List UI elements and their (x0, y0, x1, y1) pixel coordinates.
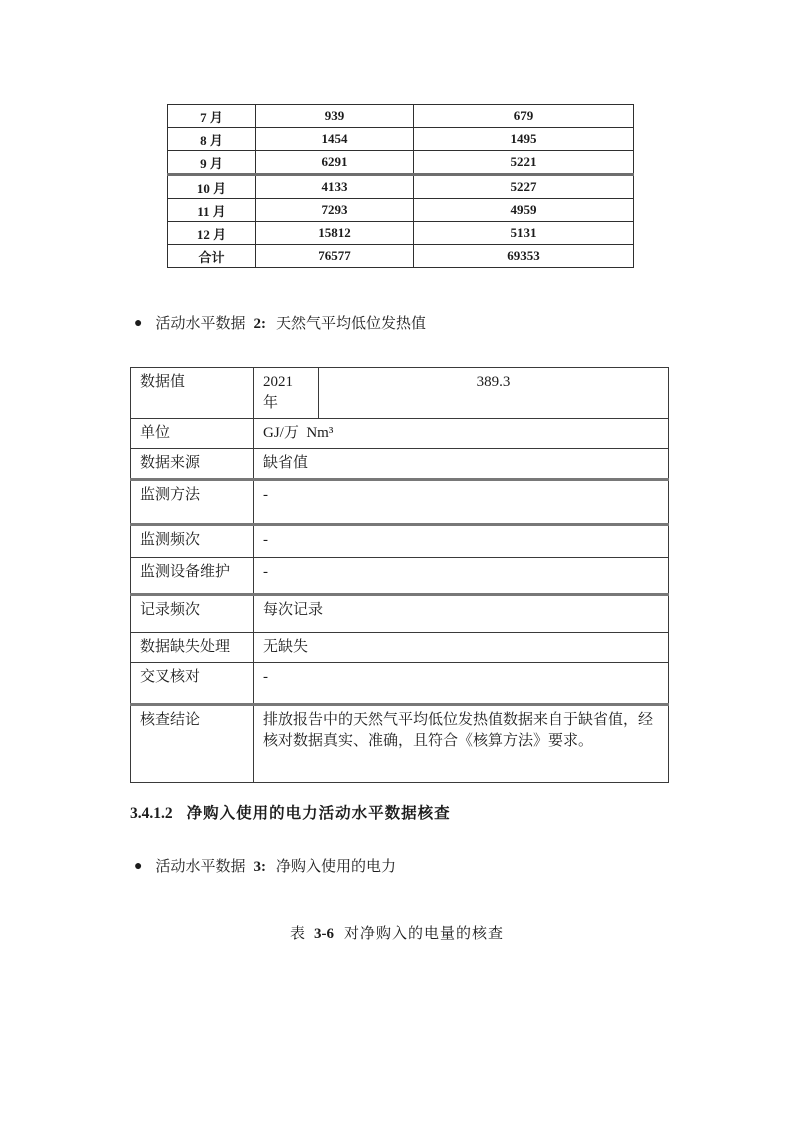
row-label: 监测设备维护 (131, 558, 254, 595)
value-cell: 5221 (414, 151, 634, 175)
row-value: - (254, 525, 669, 558)
section-heading (130, 803, 451, 825)
table-row (131, 525, 669, 558)
table-row (131, 663, 669, 705)
table-row (131, 368, 669, 419)
table-row (168, 128, 634, 151)
caption-text: 对净购入的电量的核查 (344, 926, 505, 942)
row-label: 数据值 (131, 368, 254, 419)
year-cell: 2021 年 (254, 368, 319, 419)
bullet-prefix: 活动水平数据 (155, 859, 246, 875)
row-label: 交叉核对 (131, 663, 254, 705)
row-value: - (254, 480, 669, 525)
bullet-text: 净购入使用的电力 (275, 859, 396, 875)
value-cell: 939 (256, 105, 414, 128)
row-label: 记录频次 (131, 595, 254, 633)
section-title: 净购入使用的电力活动水平数据核查 (186, 805, 451, 822)
month-cell: 8 月 (168, 128, 256, 151)
table-row (131, 449, 669, 480)
table-row (168, 151, 634, 175)
table-row (168, 199, 634, 222)
row-label: 监测方法 (131, 480, 254, 525)
value-cell: 4133 (256, 175, 414, 199)
row-value: 排放报告中的天然气平均低位发热值数据来自于缺省值，经核对数据真实、准确，且符合《核算方法》要求。 (254, 705, 669, 783)
activity-data-3-bullet (134, 857, 396, 877)
caption-number: 3-6 (314, 926, 334, 942)
bullet-number: 3: (253, 859, 266, 875)
value-cell: 6291 (256, 151, 414, 175)
bullet-text: 天然气平均低位发热值 (275, 316, 426, 332)
table-row (131, 633, 669, 663)
value-cell: 1454 (256, 128, 414, 151)
section-number: 3.4.1.2 (130, 805, 173, 822)
month-cell: 11 月 (168, 199, 256, 222)
row-label: 核查结论 (131, 705, 254, 783)
table-row (131, 558, 669, 595)
month-cell: 10 月 (168, 175, 256, 199)
row-value: GJ/万 Nm³ (254, 419, 669, 449)
value-cell: 4959 (414, 199, 634, 222)
data-value-cell: 389.3 (319, 368, 669, 419)
bullet-prefix: 活动水平数据 (155, 316, 246, 332)
value-cell: 679 (414, 105, 634, 128)
table-row (168, 175, 634, 199)
month-cell: 合计 (168, 245, 256, 268)
table-row (131, 705, 669, 783)
row-value: 无缺失 (254, 633, 669, 663)
table-row (168, 222, 634, 245)
month-cell: 12 月 (168, 222, 256, 245)
verification-table (130, 367, 669, 783)
table-row (131, 480, 669, 525)
row-label: 单位 (131, 419, 254, 449)
value-cell: 7293 (256, 199, 414, 222)
value-cell: 76577 (256, 245, 414, 268)
row-value: - (254, 558, 669, 595)
row-value: 缺省值 (254, 449, 669, 480)
table-row-total (168, 245, 634, 268)
bullet-icon: ● (134, 859, 143, 874)
row-value: 每次记录 (254, 595, 669, 633)
value-cell: 69353 (414, 245, 634, 268)
row-value: - (254, 663, 669, 705)
monthly-data-table (167, 104, 634, 268)
table-row (168, 105, 634, 128)
row-label: 监测频次 (131, 525, 254, 558)
row-label: 数据缺失处理 (131, 633, 254, 663)
table-row (131, 595, 669, 633)
value-cell: 15812 (256, 222, 414, 245)
activity-data-2-bullet (134, 314, 426, 334)
month-cell: 7 月 (168, 105, 256, 128)
month-cell: 9 月 (168, 151, 256, 175)
value-cell: 5131 (414, 222, 634, 245)
table-caption (0, 924, 794, 945)
table-row (131, 419, 669, 449)
value-cell: 1495 (414, 128, 634, 151)
bullet-number: 2: (253, 316, 266, 332)
row-label: 数据来源 (131, 449, 254, 480)
bullet-icon: ● (134, 316, 143, 331)
value-cell: 5227 (414, 175, 634, 199)
caption-prefix: 表 (289, 926, 306, 942)
